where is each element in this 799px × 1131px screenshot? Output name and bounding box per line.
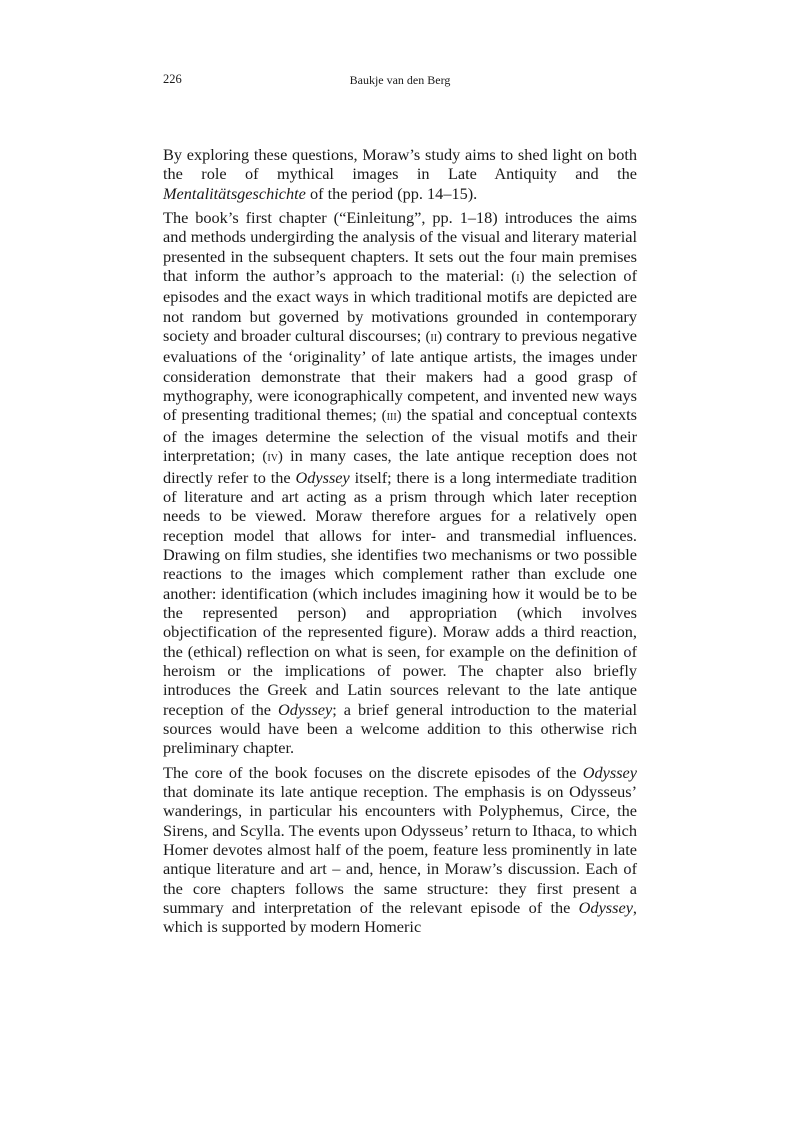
text-run: ; a brief general introduction to the material sources would have been a welcome addition to this otherwise rich preliminary chapter. (163, 699, 638, 758)
paragraph-1 (163, 145, 637, 203)
italic-title: Odyssey (277, 699, 333, 719)
page-number: 226 (163, 72, 182, 86)
enumeration-marker: (ii) (425, 329, 443, 346)
text-run: contrary to previous negative evaluations of the ‘originality’ of late antique artists, the images under consideration demonstrate that their makers had a good grasp of mythography, were iconographically competent, and invented new ways of presenting traditional themes; (163, 326, 638, 425)
italic-title: Odyssey (295, 467, 350, 487)
text-run: , which is supported by modern Homeric (163, 898, 637, 937)
running-head (163, 72, 637, 90)
text-run: the selection of episodes and the exact ways in which traditional motifs are depicted are not random but governed by motivations grounded in contemporary society and broader cultural discourses; (163, 266, 637, 346)
text-run: in many cases, the late antique reception does not directly refer to the (163, 446, 638, 487)
body-text (163, 145, 637, 942)
text-run: The core of the book focuses on the discrete episodes of the (163, 762, 583, 782)
text-run: that dominate its late antique reception. The emphasis is on Odysseus’ wanderings, in particular his encounters with Polyphemus, Circe, the Sirens, and Scylla. The events upon Odysseus’ return to Ithaca, to which Homer devotes almost half of the poem, feature less prominently in late antique literature and art – and, hence, in Moraw’s discussion. Each of the core chapters follows the same structure: they first present a summary and interpretation of the relevant episode of the (163, 782, 637, 918)
text-run: itself; there is a long intermediate tradition of literature and art acting as a prism through which later reception needs to be viewed. Moraw therefore argues for a relatively open reception model that allows for inter- and transmedial influences. Drawing on film studies, she identifies two mechanisms or two possible reactions to the images which complement rather than exclude one another: identification (which includes imagining how it would be to be the represented person) and appropriation (which involves objectification of the represented figure). Moraw adds a third reaction, the (ethical) reflection on what is seen, for example on the definition of heroism or the implications of power. The chapter also briefly introduces the Greek and Latin sources relevant to the late antique reception of the (163, 467, 638, 719)
italic-title: Odyssey (578, 898, 633, 918)
enumeration-marker: (i) (511, 269, 525, 286)
text-run: of the period (pp. 14–15). (305, 183, 478, 203)
enumeration-marker: (iii) (381, 408, 402, 425)
italic-title: Odyssey (582, 762, 637, 782)
text-run: the spatial and conceptual contexts of the images determine the selection of the visual motifs and their interpretation; (163, 405, 637, 466)
paragraph-3 (163, 763, 637, 937)
text-run: The book’s first chapter (“Einleitung”, pp. 1–18) introduces the aims and methods undergirding the analysis of the visual and literary material presented in the subsequent chapters. It sets out the four main premises that inform the author’s approach to the material: (163, 208, 637, 286)
text-run: By exploring these questions, Moraw’s study aims to shed light on both the role of mythical images in Late Antiquity and the (163, 145, 637, 184)
enumeration-marker: (iv) (262, 449, 283, 466)
paragraph-2 (163, 208, 637, 758)
italic-title: Mentalitätsgeschichte (163, 183, 306, 203)
running-head-author: Baukje van den Berg (349, 73, 451, 87)
